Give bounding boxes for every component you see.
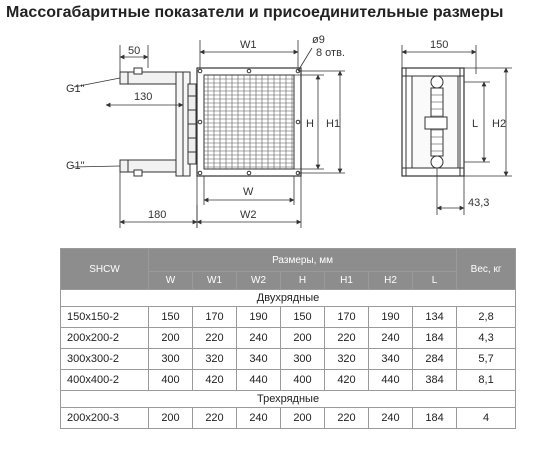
table-cell: 200 [281,408,325,429]
table-cell: 440 [237,370,281,391]
front-view [120,68,301,176]
table-cell: 320 [193,349,237,370]
table-cell: 240 [369,408,413,429]
group-label: Трехрядные [61,391,516,408]
table-cell: 184 [413,328,457,349]
table-cell: 220 [325,408,369,429]
side-view [402,68,464,176]
sub-header-h2: H2 [369,272,413,290]
table-cell: 150 [149,307,193,328]
table-cell: 240 [237,408,281,429]
table-cell: 220 [193,328,237,349]
h1-label: H1 [326,118,341,130]
page-title: Массогабаритные показатели и присоединительные размеры [6,4,504,21]
table-row [61,307,516,328]
table-cell: 8,1 [457,370,516,391]
table-cell: 200 [281,328,325,349]
w1-label: W1 [240,39,257,51]
top-pipe [120,72,178,84]
table-cell: 134 [413,307,457,328]
table-cell: 420 [193,370,237,391]
w-label: W [243,186,254,198]
table-cell: 400 [281,370,325,391]
g1-bottom-label: G1" [66,160,85,172]
table-cell: 200 [149,328,193,349]
table-cell: 170 [193,307,237,328]
table-cell: 190 [369,307,413,328]
table-cell: 220 [325,328,369,349]
table-cell: 190 [237,307,281,328]
table-cell: 240 [369,328,413,349]
bottom-pipe-end [431,156,443,168]
table-cell: 220 [193,408,237,429]
table-cell: 5,7 [457,349,516,370]
sub-header-w: W [149,272,193,290]
holes-count-label: 8 отв. [316,47,345,59]
hole-dia-label: ø9 [312,34,325,46]
bottom-nut [134,170,142,176]
table-cell: 170 [325,307,369,328]
w2-label: W2 [240,209,257,221]
table-cell: 4 [457,408,516,429]
dim-180-label: 180 [148,209,167,221]
table-cell: 300x300-2 [61,349,149,370]
sub-header-h1: H1 [325,272,369,290]
sub-header-w1: W1 [193,272,237,290]
model-header: SHCW [61,249,149,290]
spec-table [60,248,516,429]
table-cell: 320 [325,349,369,370]
table-row [61,328,516,349]
side-bracket [425,117,447,129]
sizes-header: Размеры, мм [149,249,457,272]
table-cell: 200x200-2 [61,328,149,349]
table-cell: 150 [281,307,325,328]
table-cell: 200x200-3 [61,408,149,429]
bottom-pipe [120,160,178,172]
top-nut [134,68,142,74]
table-cell: 420 [325,370,369,391]
weight-header: Вес, кг [457,249,516,290]
table-cell: 184 [413,408,457,429]
dim-150-label: 150 [430,39,449,51]
table-row [61,370,516,391]
h2-label: H2 [492,118,507,130]
dim-43-label: 43,3 [468,197,490,209]
table-cell: 300 [149,349,193,370]
table-cell: 240 [237,328,281,349]
table-cell: 340 [237,349,281,370]
table-cell: 384 [413,370,457,391]
table-row [61,349,516,370]
group-label: Двухрядные [61,290,516,307]
table-cell: 400 [149,370,193,391]
sub-header-w2: W2 [237,272,281,290]
g1-top-label: G1" [66,83,85,95]
top-pipe-end [431,76,443,88]
table-cell: 440 [369,370,413,391]
sub-header-h: H [281,272,325,290]
table-cell: 284 [413,349,457,370]
table-cell: 200 [149,408,193,429]
sub-header-l: L [413,272,457,290]
table-cell: 2,8 [457,307,516,328]
table-cell: 400x400-2 [61,370,149,391]
h-label: H [306,118,314,130]
dim-130-label: 130 [134,91,153,103]
table-cell: 340 [369,349,413,370]
table-cell: 150x150-2 [61,307,149,328]
table-row [61,408,516,429]
l-label: L [472,118,479,130]
table-cell: 300 [281,349,325,370]
table-cell: 4,3 [457,328,516,349]
dim-50-label: 50 [128,45,141,57]
